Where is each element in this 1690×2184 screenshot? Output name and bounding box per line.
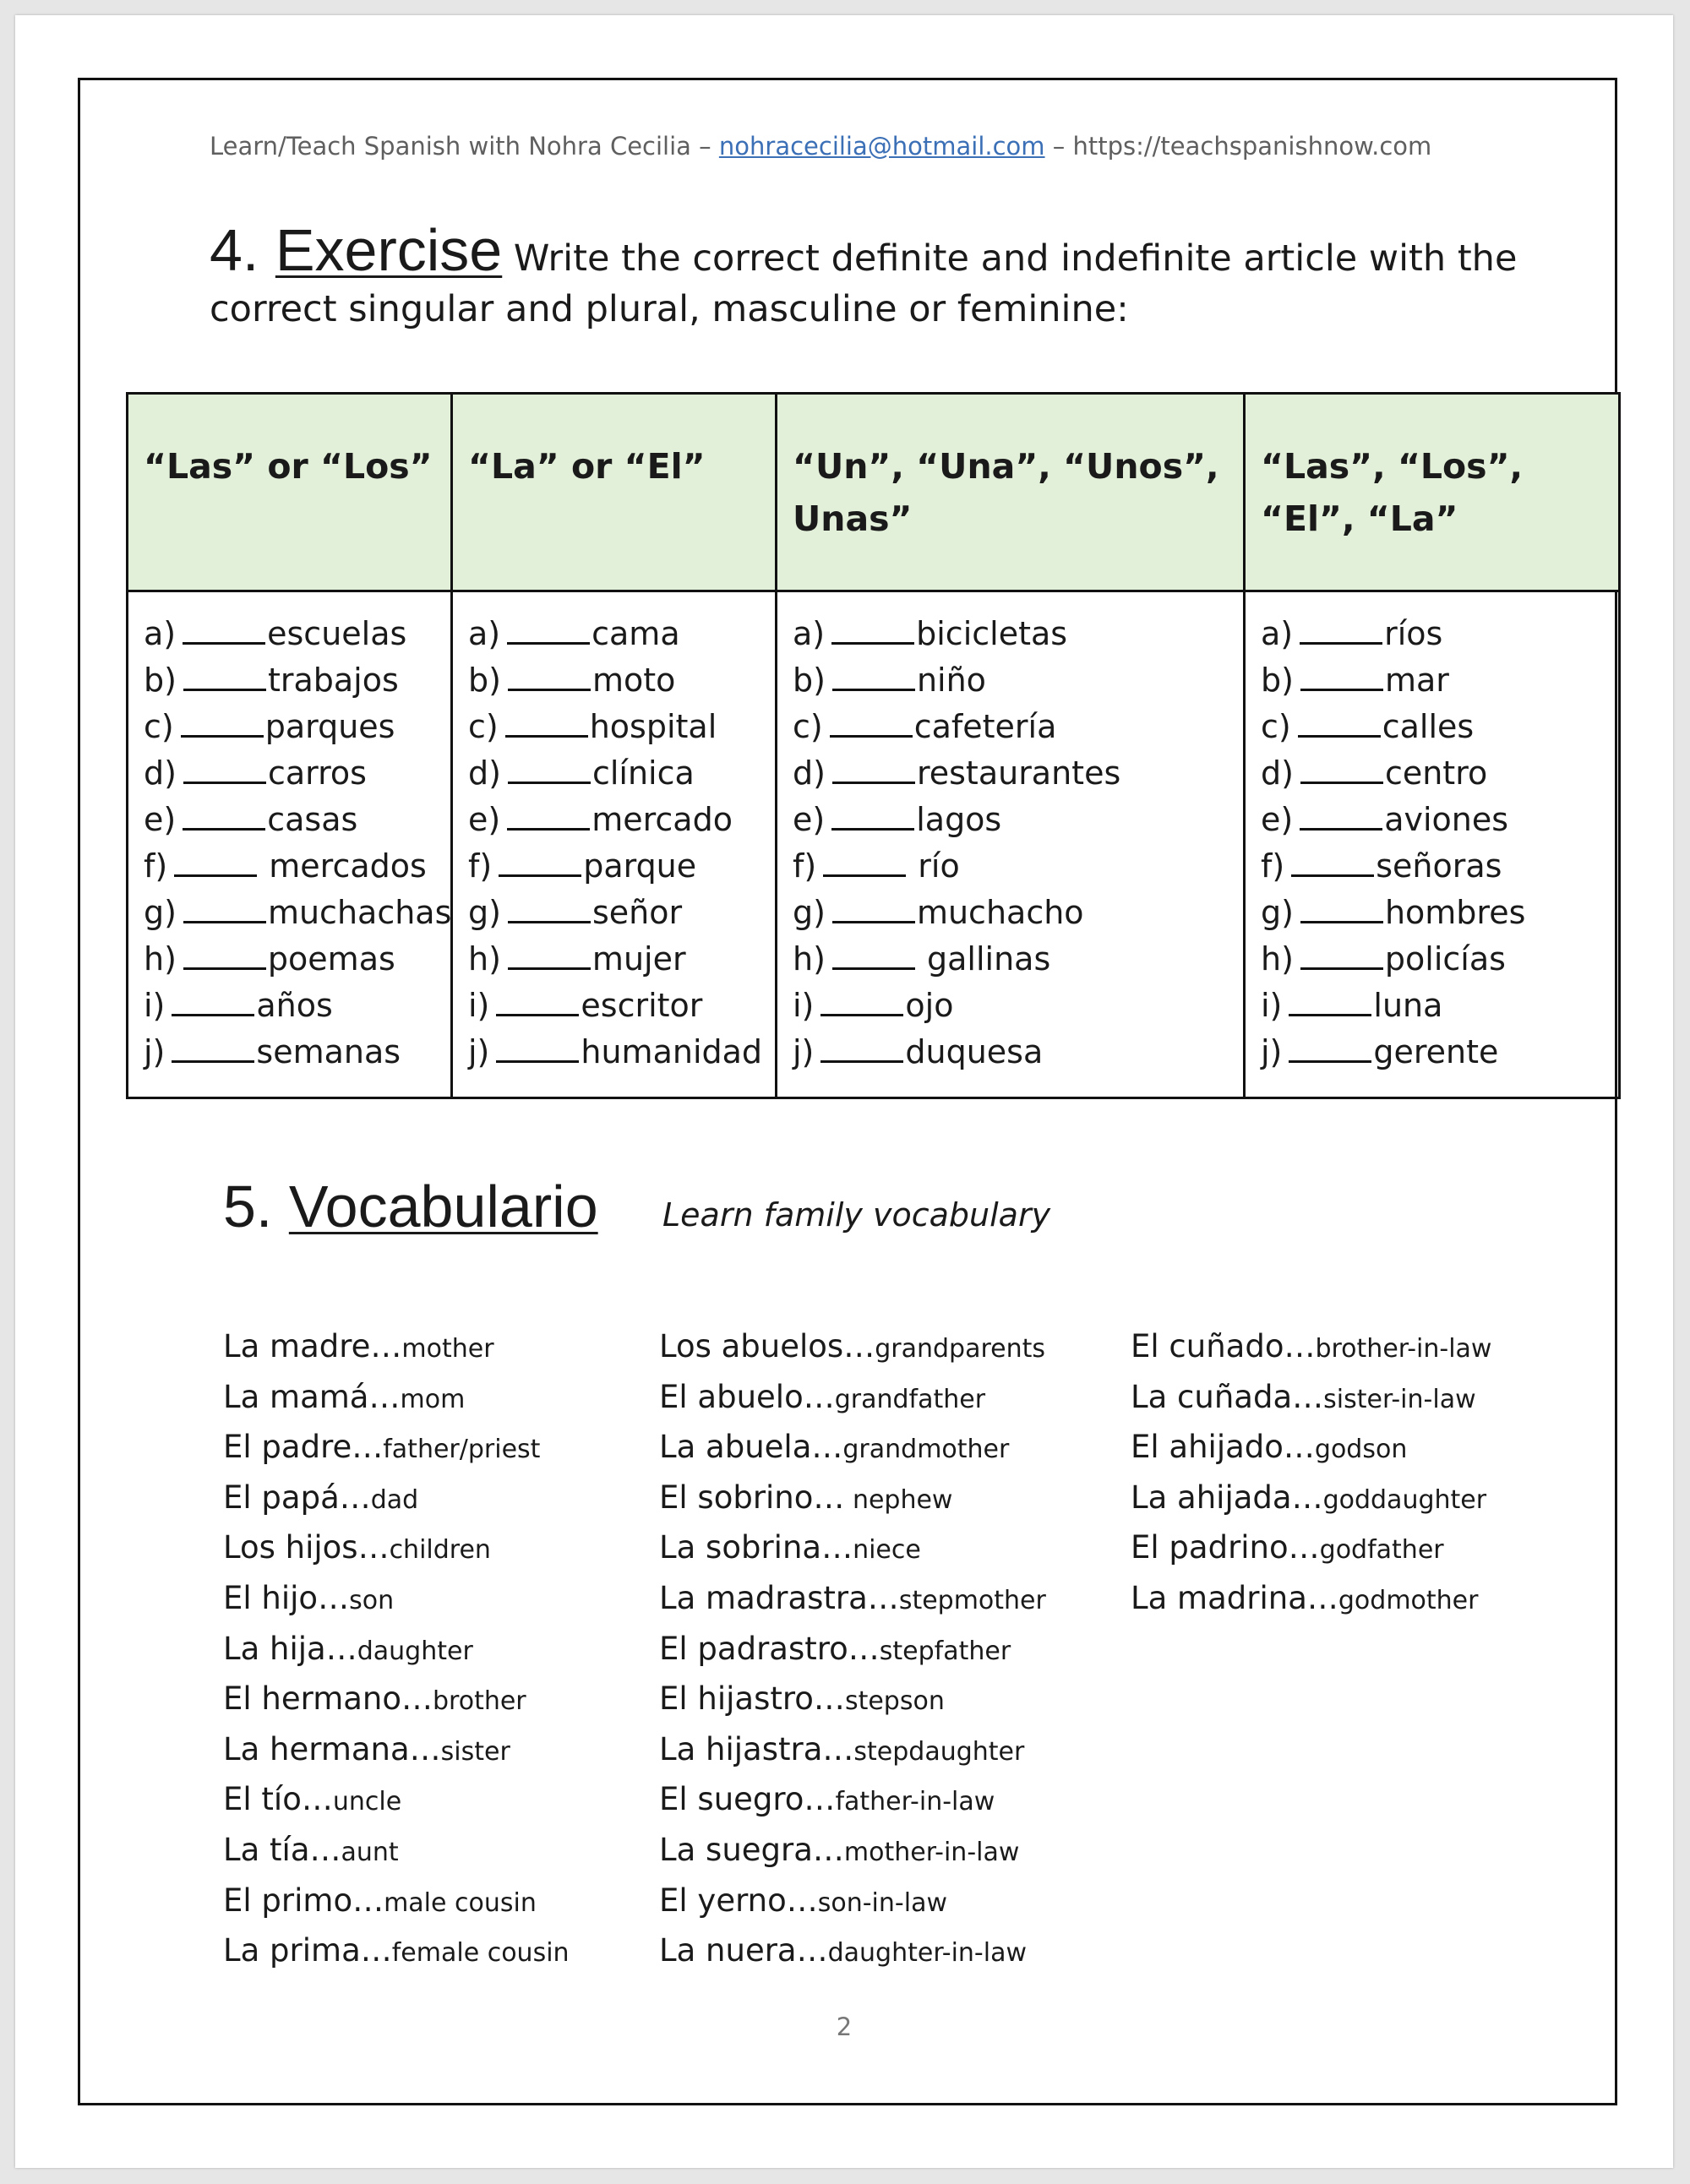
vocabulary-column [659,1321,1046,1976]
answer-blank[interactable] [1300,613,1382,645]
vocabulary-spanish: La cuñada… [1131,1378,1324,1415]
header-prefix: Learn/Teach Spanish with Nohra Cecilia – [210,132,719,161]
item-word: gerente [1373,1033,1499,1070]
vocabulary-spanish: El abuelo… [659,1378,835,1415]
item-word: mercado [592,801,733,838]
exercise-item [1261,797,1618,843]
answer-blank[interactable] [1289,1032,1371,1063]
exercise-instructions: Write the correct definite and indefinite article with the correct singular and plural, masculine or feminine: [210,237,1518,330]
exercise-item [468,1029,775,1076]
answer-blank[interactable] [832,892,915,923]
vocabulary-english: dad [370,1484,419,1515]
vocabulary-spanish: Los hijos… [223,1529,390,1566]
item-word: cafetería [913,708,1057,745]
item-word: lagos [916,801,1002,838]
item-label: d) [468,754,501,792]
item-label: h) [1261,940,1294,978]
answer-blank[interactable] [499,846,581,877]
vocabulary-item [223,1624,570,1675]
answer-blank[interactable] [1300,892,1383,923]
vocabulary-item [1131,1473,1491,1523]
item-word: luna [1373,987,1443,1024]
answer-blank[interactable] [823,846,906,877]
answer-blank[interactable] [172,985,254,1016]
vocabulary-english: sister [440,1736,510,1767]
item-label: e) [1261,801,1294,838]
answer-blank[interactable] [1289,985,1371,1016]
vocabulary-english: brother [433,1686,526,1717]
item-label: a) [144,615,177,652]
exercise-title: Exercise [275,217,503,283]
answer-blank[interactable] [183,660,266,691]
vocabulary-english: godfather [1319,1535,1444,1566]
exercise-item [468,704,775,750]
item-label: c) [468,708,499,745]
item-word: bicicletas [916,615,1068,652]
item-word: casas [267,801,358,838]
item-word: poemas [267,940,395,978]
item-label: j) [793,1033,815,1070]
answer-blank[interactable] [507,799,590,831]
item-label: f) [468,847,493,885]
item-word: moto [592,662,676,699]
answer-blank[interactable] [1300,753,1383,784]
vocabulary-item [1131,1522,1491,1573]
vocabulary-item [659,1825,1046,1876]
vocabulary-english: mom [400,1384,466,1414]
page-header [210,132,1431,161]
vocabulary-item [223,1825,570,1876]
item-label: a) [793,615,826,652]
item-word: duquesa [905,1033,1044,1070]
item-label: b) [793,662,826,699]
item-label: h) [793,940,826,978]
item-word: mujer [592,940,686,978]
vocabulary-spanish: La prima… [223,1932,392,1969]
exercise-item [1261,983,1618,1029]
vocabulary-item [223,1422,570,1473]
vocabulary-english: nephew [844,1484,953,1515]
item-label: f) [144,847,168,885]
answer-blank[interactable] [496,985,579,1016]
item-label: c) [793,708,823,745]
exercise-item [1261,657,1618,704]
vocabulary-spanish: Los abuelos… [659,1328,875,1364]
answer-blank[interactable] [183,753,266,784]
vocabulary-item [223,1473,570,1523]
vocabulary-item [1131,1573,1491,1624]
vocabulary-item [223,1774,570,1825]
answer-blank[interactable] [820,985,903,1016]
vocabulary-item [659,1321,1046,1372]
item-word: parque [583,847,697,885]
item-label: c) [144,708,174,745]
exercise-item [144,1029,450,1076]
exercise-item [468,797,775,843]
vocabulary-english: female cousin [391,1938,570,1969]
answer-blank[interactable] [183,939,266,970]
answer-blank[interactable] [831,799,914,831]
answer-blank[interactable] [1300,939,1383,970]
exercise-table [126,392,1621,1099]
answer-blank[interactable] [181,706,264,738]
item-word: niño [916,662,986,699]
item-label: b) [468,662,501,699]
answer-blank[interactable] [830,706,913,738]
answer-blank[interactable] [508,892,591,923]
item-label: g) [468,894,501,931]
exercise-item [468,936,775,983]
answer-blank[interactable] [820,1032,903,1063]
item-label: e) [144,801,177,838]
item-word: clínica [592,754,695,792]
vocabulary-english: father-in-law [835,1787,995,1817]
exercise-item [1261,843,1618,890]
vocabulary-spanish: El primo… [223,1882,384,1919]
vocabulary-spanish: El hermano… [223,1680,433,1718]
item-word: río [908,847,960,885]
vocabulary-item [223,1876,570,1926]
vocabulary-spanish: El cuñado… [1131,1328,1316,1364]
exercise-item [793,657,1243,704]
email-link[interactable]: nohracecilia@hotmail.com [718,132,1045,161]
vocabulary-column [1131,1321,1491,1624]
item-word: mar [1384,662,1449,699]
answer-blank[interactable] [832,660,915,691]
vocabulary-item [659,1876,1046,1926]
exercise-item [144,983,450,1029]
vocabulary-spanish: La tía… [223,1831,341,1868]
answer-blank[interactable] [508,660,591,691]
exercise-item [468,750,775,797]
exercise-item [1261,704,1618,750]
exercise-item [144,750,450,797]
exercise-item [144,611,450,657]
vocabulary-english: mother [401,1334,494,1364]
item-label: a) [468,615,501,652]
vocabulary-english: stepfather [879,1636,1011,1666]
vocabulary-item [659,1624,1046,1675]
item-label: e) [793,801,826,838]
vocabulary-english: grandparents [875,1334,1046,1364]
item-word: humanidad [581,1033,763,1070]
item-label: b) [1261,662,1294,699]
vocabulary-spanish: El padre… [223,1429,384,1466]
item-label: g) [793,894,826,931]
item-word: ojo [905,987,954,1024]
vocabulary-title: Vocabulario [288,1174,598,1239]
item-word: muchachas [267,894,452,931]
item-label: g) [1261,894,1294,931]
item-word: escuelas [267,615,407,652]
exercise-column [777,591,1245,1098]
item-label: b) [144,662,177,699]
vocabulary-spanish: La sobrina… [659,1529,853,1566]
item-word: mercados [259,847,427,885]
exercise-column [128,591,452,1098]
vocabulary-english: grandmother [842,1435,1010,1465]
answer-blank[interactable] [496,1032,579,1063]
exercise-item [468,611,775,657]
item-label: f) [1261,847,1285,885]
vocabulary-english: godmother [1338,1585,1479,1615]
item-word: centro [1384,754,1488,792]
item-label: i) [144,987,166,1024]
answer-blank[interactable] [172,1032,254,1063]
exercise-item [793,750,1243,797]
item-label: h) [144,940,177,978]
vocabulary-spanish: La nuera… [659,1932,828,1969]
document-page [15,15,1673,2168]
exercise-item [1261,936,1618,983]
answer-blank[interactable] [183,892,266,923]
vocabulary-english: goddaughter [1322,1484,1487,1515]
item-word: hombres [1384,894,1526,931]
exercise-column [452,591,777,1098]
item-word: policías [1384,940,1506,978]
exercise-item [144,890,450,936]
column-header: “Un”, “Una”, “Unos”, Unas” [777,394,1245,591]
item-word: escritor [581,987,703,1024]
item-word: años [256,987,333,1024]
answer-blank[interactable] [174,846,257,877]
item-label: h) [468,940,501,978]
vocabulary-heading [223,1173,598,1240]
exercise-item [793,843,1243,890]
answer-blank[interactable] [832,939,915,970]
vocabulary-item [659,1674,1046,1724]
exercise-item [793,890,1243,936]
item-word: calles [1382,708,1475,745]
vocabulary-spanish: El ahijado… [1131,1429,1315,1466]
exercise-item [793,797,1243,843]
item-word: parques [264,708,395,745]
item-label: i) [1261,987,1283,1024]
vocabulary-item [223,1724,570,1775]
vocabulary-english: stepdaughter [853,1736,1025,1767]
item-label: d) [144,754,177,792]
vocabulary-spanish: El yerno… [659,1882,818,1919]
exercise-item [468,983,775,1029]
vocabulary-spanish: La abuela… [659,1429,843,1466]
answer-blank[interactable] [1291,846,1374,877]
header-suffix: – https://teachspanishnow.com [1044,132,1432,161]
answer-blank[interactable] [505,706,588,738]
answer-blank[interactable] [1300,660,1383,691]
vocabulary-english: grandfather [834,1384,986,1414]
exercise-item [793,1029,1243,1076]
vocabulary-item [659,1422,1046,1473]
vocabulary-item [659,1925,1046,1976]
vocabulary-english: godson [1314,1435,1408,1465]
item-word: señor [592,894,683,931]
column-header: “Las” or “Los” [128,394,452,591]
answer-blank[interactable] [1300,799,1382,831]
exercise-number: 4. [210,217,275,283]
exercise-column [1245,591,1620,1098]
vocabulary-english: children [389,1535,491,1566]
answer-blank[interactable] [508,753,591,784]
vocabulary-item [659,1522,1046,1573]
vocabulary-english: mother-in-law [843,1837,1020,1867]
vocabulary-spanish: La hija… [223,1630,357,1667]
vocabulary-spanish: La madrastra… [659,1579,899,1616]
vocabulary-english: father/priest [383,1435,541,1465]
vocabulary-column [223,1321,570,1976]
vocabulary-english: stepmother [898,1585,1046,1615]
exercise-item [468,843,775,890]
item-word: restaurantes [916,754,1121,792]
item-label: d) [793,754,826,792]
vocabulary-number: 5. [223,1174,289,1239]
vocabulary-item [659,1573,1046,1624]
vocabulary-english: uncle [332,1787,402,1817]
vocabulary-spanish: La ahijada… [1131,1479,1323,1516]
vocabulary-spanish: El hijastro… [659,1680,845,1718]
vocabulary-english: brother-in-law [1315,1334,1492,1364]
item-word: ríos [1384,615,1443,652]
item-word: semanas [256,1033,401,1070]
column-header: “La” or “El” [452,394,777,591]
item-label: e) [468,801,501,838]
item-word: cama [592,615,680,652]
vocabulary-item [223,1674,570,1724]
exercise-item [793,936,1243,983]
answer-blank[interactable] [1298,706,1381,738]
vocabulary-subtitle: Learn family vocabulary [662,1196,1051,1234]
item-word: aviones [1384,801,1509,838]
exercise-body-row [128,591,1620,1098]
vocabulary-item [659,1774,1046,1825]
vocabulary-item [223,1321,570,1372]
exercise-item [468,890,775,936]
item-label: j) [1261,1033,1283,1070]
vocabulary-item [223,1522,570,1573]
vocabulary-spanish: El hijo… [223,1579,350,1616]
vocabulary-spanish: La madre… [223,1328,402,1364]
answer-blank[interactable] [831,613,914,645]
vocabulary-english: niece [853,1535,921,1566]
item-label: j) [144,1033,166,1070]
vocabulary-spanish: La madrina… [1131,1579,1338,1616]
vocabulary-english: male cousin [384,1887,537,1918]
exercise-item [144,704,450,750]
answer-blank[interactable] [183,799,265,831]
page-number: 2 [836,2012,853,2041]
vocabulary-spanish: La hermana… [223,1730,441,1767]
vocabulary-item [1131,1422,1491,1473]
vocabulary-english: aunt [341,1837,399,1867]
exercise-item [793,611,1243,657]
answer-blank[interactable] [507,613,590,645]
item-word: hospital [589,708,717,745]
exercise-item [1261,1029,1618,1076]
vocabulary-item [1131,1372,1491,1423]
item-label: f) [793,847,817,885]
item-word: muchacho [916,894,1084,931]
exercise-item [144,797,450,843]
vocabulary-english: sister-in-law [1323,1384,1476,1414]
column-header: “Las”, “Los”, “El”, “La” [1245,394,1620,591]
exercise-header-row [128,394,1620,591]
vocabulary-item [223,1573,570,1624]
item-word: carros [267,754,367,792]
vocabulary-spanish: La suegra… [659,1831,844,1868]
item-label: g) [144,894,177,931]
vocabulary-spanish: El padrastro… [659,1630,880,1667]
vocabulary-english: son-in-law [817,1887,947,1918]
item-word: trabajos [267,662,399,699]
vocabulary-item [659,1372,1046,1423]
exercise-item [468,657,775,704]
vocabulary-english: daughter [357,1636,473,1666]
vocabulary-item [223,1372,570,1423]
exercise-item [144,657,450,704]
vocabulary-spanish: El tío… [223,1781,333,1818]
item-label: c) [1261,708,1291,745]
item-word: señoras [1376,847,1502,885]
item-word: gallinas [916,940,1051,978]
vocabulary-english: stepson [844,1686,945,1717]
vocabulary-item [659,1473,1046,1523]
item-label: a) [1261,615,1294,652]
item-label: i) [468,987,490,1024]
exercise-item [144,936,450,983]
vocabulary-item [223,1925,570,1976]
exercise-item [1261,750,1618,797]
item-label: i) [793,987,815,1024]
exercise-item [1261,611,1618,657]
vocabulary-spanish: El suegro… [659,1781,836,1818]
exercise-item [793,983,1243,1029]
exercise-item [793,704,1243,750]
exercise-item [1261,890,1618,936]
vocabulary-spanish: El sobrino… [659,1479,845,1516]
vocabulary-spanish: La hijastra… [659,1730,854,1767]
item-label: j) [468,1033,490,1070]
vocabulary-english: son [349,1585,395,1615]
vocabulary-spanish: El papá… [223,1479,371,1516]
vocabulary-english: daughter-in-law [827,1938,1027,1969]
vocabulary-item [1131,1321,1491,1372]
item-label: d) [1261,754,1294,792]
exercise-heading [210,217,1545,335]
exercise-item [144,843,450,890]
vocabulary-spanish: La mamá… [223,1378,401,1415]
vocabulary-spanish: El padrino… [1131,1529,1320,1566]
answer-blank[interactable] [832,753,915,784]
vocabulary-item [659,1724,1046,1775]
answer-blank[interactable] [183,613,265,645]
answer-blank[interactable] [508,939,591,970]
